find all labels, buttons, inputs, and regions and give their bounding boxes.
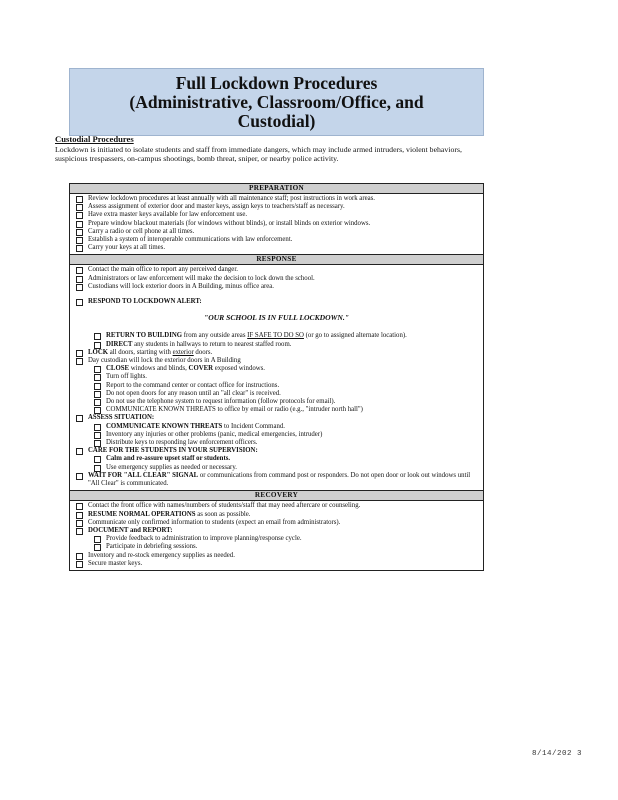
- list-item: Do not open doors for any reason until an "all clear" is received.: [92, 390, 479, 398]
- checkbox-icon[interactable]: [76, 245, 83, 252]
- checkbox-icon[interactable]: [76, 415, 83, 422]
- list-item: Participate in debriefing sessions.: [92, 543, 479, 551]
- list-item: Day custodian will lock the exterior doors in A Building: [74, 357, 479, 365]
- checkbox-icon[interactable]: [76, 229, 83, 236]
- checkbox-icon[interactable]: [94, 333, 101, 340]
- checkbox-icon[interactable]: [76, 221, 83, 228]
- list-item: WAIT FOR "ALL CLEAR" SIGNAL or communications from command post or responders. Do not open door or look out windows until "All Clear" is communicated.: [74, 472, 479, 488]
- title-box: [69, 68, 484, 136]
- list-item: COMMUNICATE KNOWN THREATS to office by email or radio (e.g., "intruder north hall"): [92, 406, 479, 414]
- checkbox-icon[interactable]: [76, 561, 83, 568]
- list-item: Administrators or law enforcement will make the decision to lock down the school.: [74, 275, 479, 283]
- checkbox-icon[interactable]: [76, 473, 83, 480]
- list-item: COMMUNICATE KNOWN THREATS to Incident Command.: [92, 423, 479, 431]
- list-item: Establish a system of interoperable communications with law enforcement.: [74, 236, 479, 244]
- page-title-line-2: (Administrative, Classroom/Office, and: [129, 91, 424, 112]
- list-item: Prepare window blackout materials (for windows without blinds), or install blinds on exterior windows.: [74, 220, 479, 228]
- procedures-table: [69, 183, 484, 571]
- date-stamp: 8/14/202 3: [532, 750, 583, 758]
- checkbox-icon[interactable]: [76, 204, 83, 211]
- list-item: ASSESS SITUATION:: [74, 414, 479, 422]
- checkbox-icon[interactable]: [76, 448, 83, 455]
- preparation-header: PREPARATION: [70, 184, 483, 194]
- list-item: CARE FOR THE STUDENTS IN YOUR SUPERVISION:: [74, 447, 479, 455]
- respond-alert-item: RESPOND TO LOCKDOWN ALERT:: [74, 298, 479, 306]
- checkbox-icon[interactable]: [94, 456, 101, 463]
- lockdown-announcement: "OUR SCHOOL IS IN FULL LOCKDOWN.": [204, 313, 349, 323]
- checkbox-icon[interactable]: [94, 465, 101, 472]
- checkbox-icon[interactable]: [76, 553, 83, 560]
- list-item: Review lockdown procedures at least annually with all maintenance staff; post instructions in work areas.: [74, 195, 479, 203]
- response-body: [70, 265, 483, 490]
- page-title-line-3: Custodial): [237, 110, 316, 131]
- checkbox-icon[interactable]: [76, 350, 83, 357]
- list-item: LOCK all doors, starting with exterior doors.: [74, 349, 479, 357]
- checkbox-icon[interactable]: [94, 399, 101, 406]
- list-item: RETURN TO BUILDING from any outside areas IF SAFE TO DO SO (or go to assigned alternate location).: [92, 332, 479, 340]
- list-item: Use emergency supplies as needed or necessary.: [92, 464, 479, 472]
- list-item: Do not use the telephone system to request information (follow protocols for email).: [92, 398, 479, 406]
- recovery-header: RECOVERY: [70, 490, 483, 501]
- list-item: Calm and re-assure upset staff or students.: [92, 455, 479, 463]
- checkbox-icon[interactable]: [76, 358, 83, 365]
- list-item: Report to the command center or contact office for instructions.: [92, 382, 479, 390]
- checkbox-icon[interactable]: [94, 374, 101, 381]
- list-item: Communicate only confirmed information to students (expect an email from administrators).: [74, 519, 479, 527]
- list-item: Secure master keys.: [74, 560, 479, 568]
- checkbox-icon[interactable]: [76, 237, 83, 244]
- checkbox-icon[interactable]: [76, 528, 83, 535]
- checkbox-icon[interactable]: [94, 407, 101, 414]
- page-title-line-1: Full Lockdown Procedures: [175, 72, 378, 93]
- list-item: Carry a radio or cell phone at all times.: [74, 228, 479, 236]
- list-item: Assess assignment of exterior door and master keys, assign keys to teachers/staff as necessary.: [74, 203, 479, 211]
- checkbox-icon[interactable]: [76, 520, 83, 527]
- checkbox-icon[interactable]: [94, 342, 101, 349]
- checkbox-icon[interactable]: [76, 284, 83, 291]
- intro-text: Lockdown is initiated to isolate students and staff from immediate dangers, which may include armed intruders, violent behaviors, suspicious trespassers, on-campus shootings, bomb threat, sniper, or nearby police activity.: [55, 144, 462, 164]
- checkbox-icon[interactable]: [94, 383, 101, 390]
- checkbox-icon[interactable]: [94, 536, 101, 543]
- list-item: Carry your keys at all times.: [74, 244, 479, 252]
- checkbox-icon[interactable]: [76, 503, 83, 510]
- preparation-body: [70, 194, 483, 254]
- checkbox-icon[interactable]: [76, 212, 83, 219]
- list-item: CLOSE windows and blinds, COVER exposed windows.: [92, 365, 479, 373]
- checkbox-icon[interactable]: [76, 196, 83, 203]
- checkbox-icon[interactable]: [94, 391, 101, 398]
- checkbox-icon[interactable]: [76, 512, 83, 519]
- list-item: DOCUMENT and REPORT:: [74, 527, 479, 535]
- checkbox-icon[interactable]: [94, 544, 101, 551]
- list-item: Inventory any injuries or other problems (panic, medical emergencies, intruder): [92, 431, 479, 439]
- list-item: RESUME NORMAL OPERATIONS as soon as possible.: [74, 511, 479, 519]
- intro-section: [55, 135, 483, 164]
- checkbox-icon[interactable]: [94, 432, 101, 439]
- checkbox-icon[interactable]: [76, 276, 83, 283]
- recovery-body: [70, 501, 483, 570]
- list-item: DIRECT any students in hallways to return to nearest staffed room.: [92, 341, 479, 349]
- list-item: Contact the main office to report any perceived danger.: [74, 266, 479, 274]
- list-item: Distribute keys to responding law enforcement officers.: [92, 439, 479, 447]
- checkbox-icon[interactable]: [94, 366, 101, 373]
- list-item: Contact the front office with names/numbers of students/staff that may need aftercare or counseling.: [74, 502, 479, 510]
- list-item: Turn off lights.: [92, 373, 479, 381]
- checkbox-icon[interactable]: [76, 299, 83, 306]
- section-heading: Custodial Procedures: [55, 134, 134, 144]
- checkbox-icon[interactable]: [94, 440, 101, 447]
- list-item: Inventory and re-stock emergency supplies as needed.: [74, 552, 479, 560]
- list-item: Provide feedback to administration to improve planning/response cycle.: [92, 535, 479, 543]
- checkbox-icon[interactable]: [94, 424, 101, 431]
- list-item: Have extra master keys available for law enforcement use.: [74, 211, 479, 219]
- checkbox-icon[interactable]: [76, 267, 83, 274]
- response-header: RESPONSE: [70, 254, 483, 265]
- list-item: Custodians will lock exterior doors in A Building, minus office area.: [74, 283, 479, 291]
